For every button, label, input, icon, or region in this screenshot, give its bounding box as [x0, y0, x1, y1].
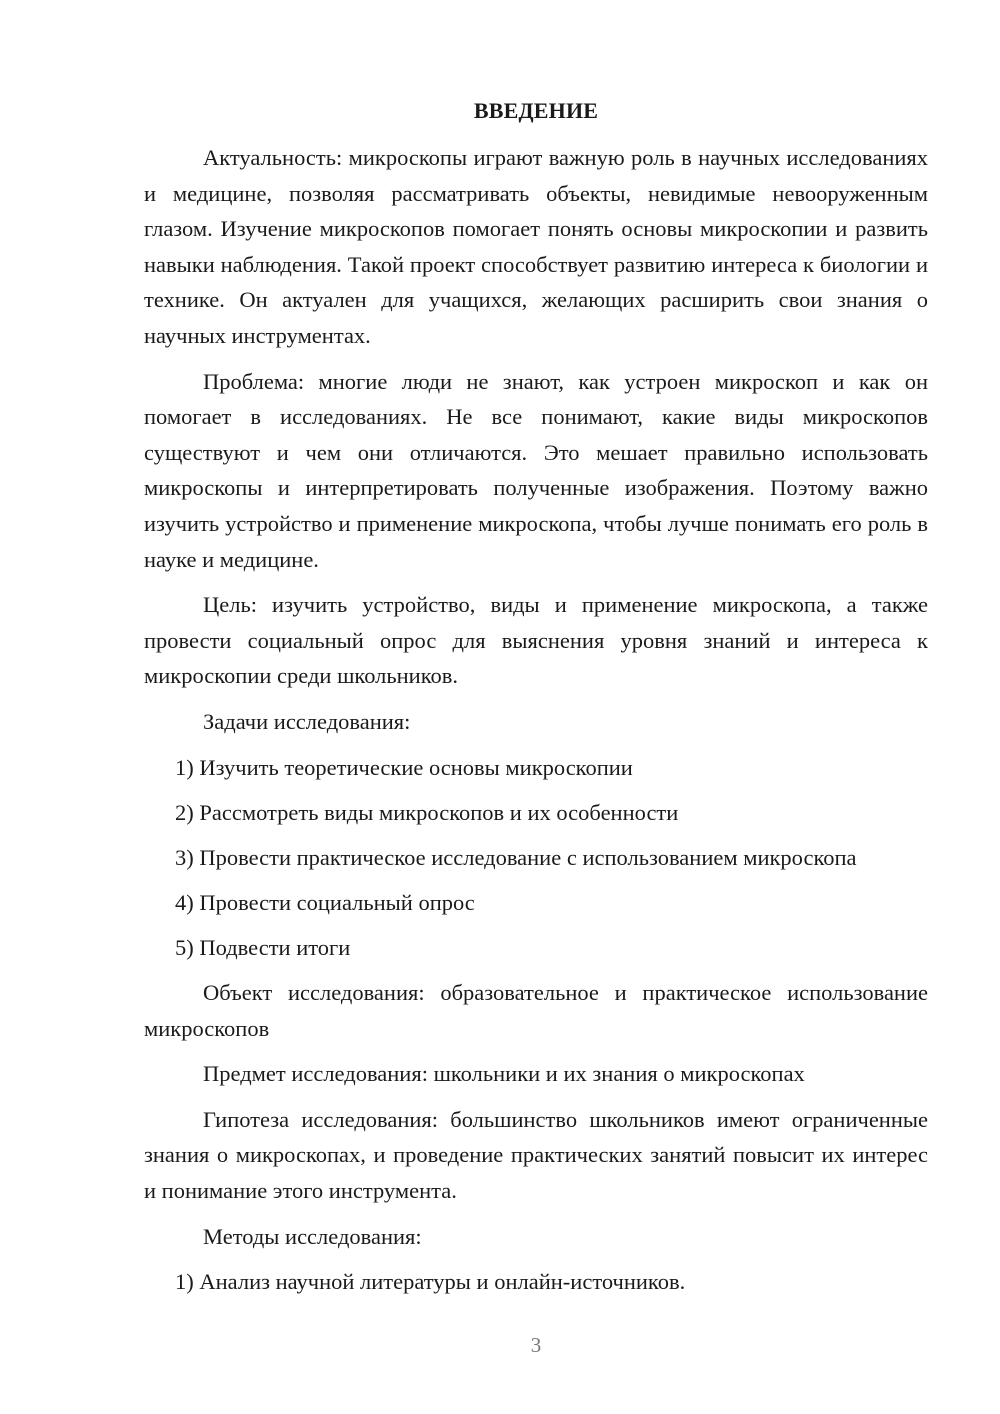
- list-item: 1) Анализ научной литературы и онлайн-источников.: [175, 1269, 686, 1295]
- paragraph-relevance: Актуальность: микроскопы играют важную роль в научных исследованиях и медицине, позволяя рассматривать объекты, невидимые невооруженным глазом. Изучение микроскопов помогает понять основы микроскопии и развить навыки наблюдения. Такой проект способствует развитию интереса к биологии и технике. Он актуален для учащихся, желающих расширить свои знания о научных инструментах.: [144, 145, 928, 348]
- paragraph-goal: Цель: изучить устройство, виды и применение микроскопа, а также провести социальный опрос для выяснения уровня знаний и интереса к микроскопии среди школьников.: [144, 592, 928, 689]
- list-item: 2) Рассмотреть виды микроскопов и их особенности: [175, 799, 679, 825]
- list-item: 4) Провести социальный опрос: [175, 889, 475, 915]
- section-title: ВВЕДЕНИЕ: [473, 98, 599, 123]
- tasks-heading: Задачи исследования:: [203, 708, 411, 734]
- list-item: 3) Провести практическое исследование с использованием микроскопа: [175, 844, 857, 870]
- document-page: [144, 96, 928, 1309]
- paragraph-hypothesis: Гипотеза исследования: большинство школьников имеют ограниченные знания о микроскопах, и проведение практических занятий повысит их интерес и понимание этого инструмента.: [144, 1106, 928, 1203]
- methods-list: [144, 1264, 928, 1300]
- list-item: 5) Подвести итоги: [175, 934, 351, 960]
- tasks-list: [144, 750, 928, 966]
- paragraph-object: Объект исследования: образовательное и практическое использование микроскопов: [144, 979, 928, 1041]
- page-number: 3: [530, 1333, 542, 1357]
- methods-heading: Методы исследования:: [203, 1223, 422, 1249]
- list-item: 1) Изучить теоретические основы микроскопии: [175, 754, 633, 780]
- paragraph-problem: Проблема: многие люди не знают, как устроен микроскоп и как он помогает в исследованиях. Не все понимают, какие виды микроскопов существуют и чем они отличаются. Это мешает правильно использовать микроскопы и интерпретировать полученные изображения. Поэтому важно изучить устройство и применение микроскопа, чтобы лучше понимать его роль в науке и медицине.: [144, 368, 928, 572]
- paragraph-subject: Предмет исследования: школьники и их знания о микроскопах: [203, 1061, 805, 1087]
